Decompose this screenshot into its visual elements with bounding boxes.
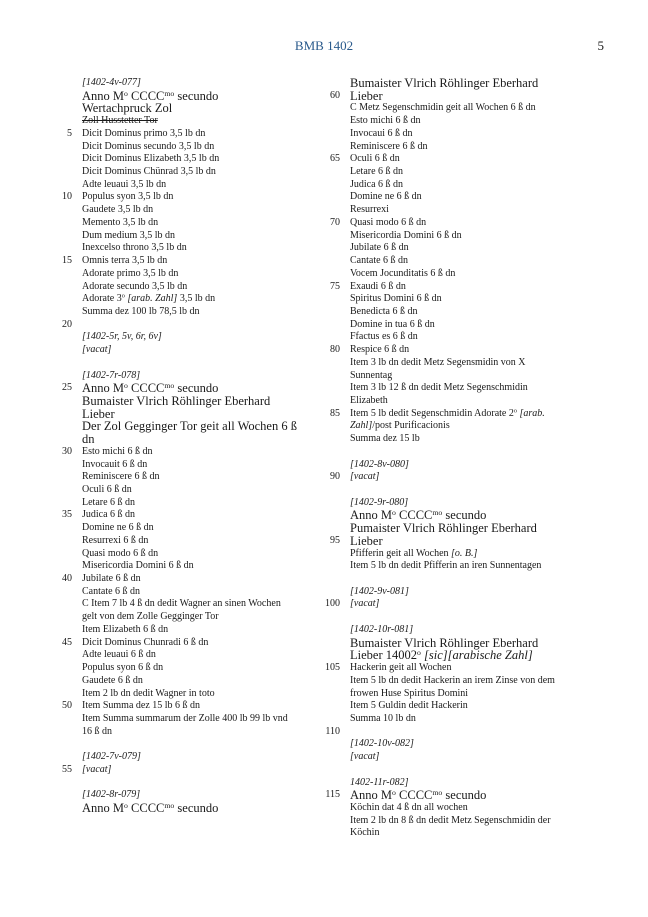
text-line bbox=[50, 573, 297, 586]
text-line bbox=[318, 217, 555, 230]
text-line bbox=[318, 815, 555, 828]
text-line bbox=[318, 675, 555, 688]
line-text: Letare 6 ß dn bbox=[82, 496, 136, 508]
text-line bbox=[318, 459, 555, 472]
text-line bbox=[50, 637, 297, 650]
text-line bbox=[50, 560, 297, 573]
line-text: Dum medium 3,5 lb dn bbox=[82, 229, 176, 241]
line-text: Lieber 14002 bbox=[350, 648, 417, 663]
text-line bbox=[50, 548, 297, 561]
superscript: mo bbox=[164, 381, 175, 390]
line-number: 10 bbox=[62, 191, 72, 203]
text-line bbox=[50, 217, 297, 230]
line-text: Domine ne 6 ß dn bbox=[82, 522, 154, 534]
text-line bbox=[318, 548, 555, 561]
line-number: 40 bbox=[62, 573, 72, 585]
text-line bbox=[50, 459, 297, 472]
line-text: [1402-7v-079] bbox=[82, 751, 141, 763]
line-text: [1402-10r-081] bbox=[350, 623, 414, 635]
text-line bbox=[50, 319, 297, 332]
line-text: Dicit Dominus secundo 3,5 lb dn bbox=[82, 140, 215, 152]
line-text: Anno M bbox=[82, 800, 125, 815]
line-text: Lieber bbox=[350, 88, 383, 103]
line-text: Summa dez 100 lb 78,5 lb dn bbox=[82, 305, 200, 317]
text-line bbox=[50, 446, 297, 459]
line-text: Misericordia Domini 6 ß dn bbox=[82, 560, 194, 572]
line-text: gelt von dem Zolle Gegginger Tor bbox=[82, 611, 219, 623]
text-line bbox=[318, 115, 555, 128]
line-text: Köchin dat 4 ß dn all wochen bbox=[350, 801, 468, 813]
line-text: Lieber bbox=[82, 406, 115, 421]
line-text: Item 2 lb dn dedit Wagner in toto bbox=[82, 687, 215, 699]
text-line bbox=[50, 535, 297, 548]
text-line bbox=[318, 268, 555, 281]
text-line bbox=[50, 433, 297, 446]
text-line bbox=[50, 179, 297, 192]
editorial-note: [sic][arabische Zahl] bbox=[424, 648, 533, 663]
text-line bbox=[50, 700, 297, 713]
text-line bbox=[50, 586, 297, 599]
line-number: 75 bbox=[330, 280, 340, 292]
line-text: Invocaui 6 ß dn bbox=[350, 127, 413, 139]
text-line bbox=[50, 281, 297, 294]
text-line bbox=[318, 370, 555, 383]
line-text: Domine in tua 6 ß dn bbox=[350, 318, 435, 330]
line-text: [1402-8v-080] bbox=[350, 458, 409, 470]
running-title: BMB 1402 bbox=[294, 38, 354, 53]
line-number: 80 bbox=[330, 344, 340, 356]
text-line bbox=[50, 141, 297, 154]
line-text-continued: secundo bbox=[442, 508, 487, 523]
line-text: Zoll Husstetter Tor bbox=[82, 115, 158, 127]
text-line bbox=[318, 420, 555, 433]
text-line bbox=[318, 331, 555, 344]
text-line bbox=[50, 204, 297, 217]
text-line bbox=[318, 90, 555, 103]
text-line bbox=[318, 484, 555, 497]
text-line bbox=[50, 306, 297, 319]
text-line bbox=[50, 598, 297, 611]
superscript: o bbox=[124, 88, 128, 98]
line-text-continued: secundo bbox=[174, 800, 219, 815]
line-text-continued: /post Purificacionis bbox=[372, 420, 450, 432]
line-text: Item 5 lb dn dedit Pfifferin an iren Sunnentagen bbox=[350, 560, 542, 572]
line-text: Ffactus es 6 ß dn bbox=[350, 331, 418, 343]
line-text-continued: secundo bbox=[174, 88, 219, 103]
line-text: Esto michi 6 ß dn bbox=[82, 445, 153, 457]
text-line bbox=[318, 204, 555, 217]
text-line bbox=[50, 649, 297, 662]
text-line bbox=[50, 751, 297, 764]
text-line bbox=[50, 344, 297, 357]
editorial-note: [arab. bbox=[519, 407, 545, 419]
text-line bbox=[318, 726, 555, 739]
line-text: Anno M bbox=[82, 88, 125, 103]
superscript: o bbox=[121, 292, 125, 300]
line-number: 95 bbox=[330, 534, 340, 546]
line-number: 115 bbox=[325, 789, 340, 801]
line-text: Esto michi 6 ß dn bbox=[350, 115, 421, 127]
text-line bbox=[318, 166, 555, 179]
line-text: Inexcelso throno 3,5 lb dn bbox=[82, 242, 187, 254]
line-text: [1402-10v-082] bbox=[350, 738, 414, 750]
line-text: Judica 6 ß dn bbox=[82, 509, 136, 521]
text-line bbox=[318, 319, 555, 332]
line-number: 5 bbox=[67, 127, 72, 139]
line-text: Item Elizabeth 6 ß dn bbox=[82, 623, 169, 635]
text-line bbox=[318, 586, 555, 599]
text-line bbox=[318, 560, 555, 573]
line-text: Reminiscere 6 ß dn bbox=[82, 471, 160, 483]
line-number: 70 bbox=[330, 216, 340, 228]
line-text: Exaudi 6 ß dn bbox=[350, 280, 406, 292]
line-number: 85 bbox=[330, 407, 340, 419]
line-text: Wertachpruck Zol bbox=[82, 101, 173, 116]
line-text: Oculi 6 ß dn bbox=[350, 153, 400, 165]
text-line bbox=[318, 382, 555, 395]
line-number: 20 bbox=[62, 318, 72, 330]
line-text: [1402-9v-081] bbox=[350, 585, 409, 597]
line-text: Memento 3,5 lb dn bbox=[82, 216, 159, 228]
superscript: mo bbox=[432, 788, 443, 797]
line-text: C Metz Segenschmidin geit all Wochen 6 ß dn bbox=[350, 102, 536, 114]
line-text-continued: CCCC bbox=[127, 800, 165, 815]
text-line bbox=[318, 573, 555, 586]
text-line bbox=[318, 255, 555, 268]
text-line bbox=[318, 611, 555, 624]
line-number: 110 bbox=[325, 725, 340, 737]
line-text: Invocauit 6 ß dn bbox=[82, 458, 148, 470]
line-text: [1402-7r-078] bbox=[82, 369, 141, 381]
text-line bbox=[318, 446, 555, 459]
line-text: Bumaister Vlrich Röhlinger Eberhard bbox=[350, 76, 539, 90]
line-text: Judica 6 ß dn bbox=[350, 178, 404, 190]
text-line bbox=[318, 751, 555, 764]
line-text: Item Summa dez 15 lb 6 ß dn bbox=[82, 700, 201, 712]
line-text: Lieber bbox=[350, 533, 383, 548]
line-text-continued: CCCC bbox=[127, 381, 165, 396]
line-text: Item Summa summarum der Zolle 400 lb 99 lb vnd bbox=[82, 712, 288, 724]
text-line bbox=[318, 535, 555, 548]
text-line bbox=[318, 433, 555, 446]
line-text: Anno M bbox=[82, 381, 125, 396]
line-text: Pfifferin geit all Wochen bbox=[350, 547, 452, 559]
line-text-continued: secundo bbox=[442, 788, 487, 803]
line-text: Populus syon 6 ß dn bbox=[82, 662, 164, 674]
line-text: Adorate primo 3,5 lb dn bbox=[82, 267, 179, 279]
text-line bbox=[318, 713, 555, 726]
line-text: Respice 6 ß dn bbox=[350, 344, 410, 356]
line-text: Bumaister Vlrich Röhlinger Eberhard bbox=[82, 393, 271, 408]
page-number: 5 bbox=[597, 38, 604, 53]
line-text: Elizabeth bbox=[350, 394, 388, 406]
line-number: 50 bbox=[62, 700, 72, 712]
text-line bbox=[318, 242, 555, 255]
text-line bbox=[50, 764, 297, 777]
text-line bbox=[318, 662, 555, 675]
line-text: Oculi 6 ß dn bbox=[82, 484, 132, 495]
line-text: Item 5 lb dn dedit Hackerin an irem Zinse von dem bbox=[350, 674, 555, 686]
line-number: 60 bbox=[330, 89, 340, 101]
line-text: Domine ne 6 ß dn bbox=[350, 191, 422, 203]
line-text: Vocem Jocunditatis 6 ß dn bbox=[350, 267, 456, 279]
editorial-note: [o. B.] bbox=[451, 547, 478, 559]
line-text: [vacat] bbox=[350, 751, 380, 763]
text-line bbox=[50, 484, 297, 497]
text-line bbox=[50, 357, 297, 370]
text-line bbox=[50, 153, 297, 166]
text-line bbox=[50, 738, 297, 751]
line-text: Item 3 lb dn dedit Metz Segensmidin von X bbox=[350, 356, 526, 368]
text-line bbox=[50, 293, 297, 306]
text-line bbox=[50, 128, 297, 141]
text-line bbox=[318, 293, 555, 306]
text-line bbox=[50, 675, 297, 688]
line-text: [vacat] bbox=[82, 763, 112, 775]
line-number: 15 bbox=[62, 255, 72, 267]
line-text: dn bbox=[82, 432, 95, 447]
text-line bbox=[318, 128, 555, 141]
text-line bbox=[50, 624, 297, 637]
line-text: Item 2 lb dn 8 ß dn dedit Metz Segenschmidin der bbox=[350, 814, 551, 826]
line-text: Anno M bbox=[350, 788, 393, 803]
line-text: frowen Huse Spiritus Domini bbox=[350, 687, 469, 699]
text-line bbox=[318, 230, 555, 243]
line-text: Adorate secundo 3,5 lb dn bbox=[82, 280, 188, 292]
text-line bbox=[318, 395, 555, 408]
text-line bbox=[318, 153, 555, 166]
line-text: Spiritus Domini 6 ß dn bbox=[350, 293, 442, 305]
text-line bbox=[318, 764, 555, 777]
line-number: 100 bbox=[325, 598, 340, 610]
line-text: C Item 7 lb 4 ß dn dedit Wagner an sinen Wochen bbox=[82, 598, 281, 610]
line-text: Benedicta 6 ß dn bbox=[350, 305, 418, 317]
line-text: Adte leuaui 3,5 lb dn bbox=[82, 178, 167, 190]
text-line bbox=[50, 102, 297, 115]
line-text: Anno M bbox=[350, 508, 393, 523]
text-line bbox=[318, 179, 555, 192]
line-text: Jubilate 6 ß dn bbox=[82, 573, 141, 585]
line-number: 25 bbox=[62, 382, 72, 394]
text-line bbox=[318, 738, 555, 751]
line-text: [1402-4v-077] bbox=[82, 77, 141, 88]
line-text: Gaudete 3,5 lb dn bbox=[82, 204, 154, 216]
superscript: o bbox=[392, 508, 396, 518]
line-text: Item 5 Guldin dedit Hackerin bbox=[350, 700, 468, 712]
line-text: Letare 6 ß dn bbox=[350, 166, 404, 178]
text-line bbox=[50, 191, 297, 204]
line-text: [1402-5r, 5v, 6r, 6v] bbox=[82, 331, 162, 343]
text-line bbox=[50, 471, 297, 484]
text-line bbox=[318, 306, 555, 319]
superscript: o bbox=[417, 648, 421, 658]
line-text: Resurrexi 6 ß dn bbox=[82, 534, 149, 546]
text-line bbox=[318, 802, 555, 815]
line-text: Summa dez 15 lb bbox=[350, 433, 420, 445]
text-line bbox=[50, 688, 297, 701]
line-text: Köchin bbox=[350, 827, 380, 839]
line-text: [vacat] bbox=[350, 598, 380, 610]
line-text: Quasi modo 6 ß dn bbox=[350, 216, 427, 228]
line-text-continued: CCCC bbox=[395, 508, 433, 523]
text-line bbox=[50, 802, 297, 815]
superscript: o bbox=[392, 788, 396, 797]
text-line bbox=[318, 700, 555, 713]
superscript: o bbox=[124, 381, 128, 390]
line-text: Dicit Dominus Chünrad 3,5 lb dn bbox=[82, 166, 216, 178]
superscript: o bbox=[513, 407, 517, 415]
line-text: Der Zol Gegginger Tor geit all Wochen 6 ß bbox=[82, 419, 297, 434]
line-text: Sunnentag bbox=[350, 369, 393, 381]
line-text: Item 3 lb 12 ß dn dedit Metz Segenschmidin bbox=[350, 382, 528, 394]
text-line bbox=[318, 598, 555, 611]
line-text: Pumaister Vlrich Röhlinger Eberhard bbox=[350, 521, 537, 536]
line-text-continued: CCCC bbox=[395, 788, 433, 803]
text-line bbox=[318, 191, 555, 204]
line-text: Dicit Dominus primo 3,5 lb dn bbox=[82, 127, 206, 139]
line-text: Adorate 3 bbox=[82, 293, 122, 305]
text-line bbox=[318, 141, 555, 154]
text-line bbox=[50, 497, 297, 510]
text-line bbox=[50, 662, 297, 675]
text-line bbox=[318, 344, 555, 357]
line-number: 35 bbox=[62, 509, 72, 521]
line-number: 30 bbox=[62, 445, 72, 457]
line-text: Item 5 lb dedit Segenschmidin Adorate 2 bbox=[350, 407, 514, 419]
line-number: 45 bbox=[62, 636, 72, 648]
text-line bbox=[50, 713, 297, 726]
text-line bbox=[50, 331, 297, 344]
line-text: Quasi modo 6 ß dn bbox=[82, 547, 159, 559]
text-line bbox=[50, 611, 297, 624]
text-line bbox=[50, 230, 297, 243]
line-text: [vacat] bbox=[350, 471, 380, 483]
line-text: 1402-11r-082] bbox=[350, 776, 409, 788]
line-text: Cantate 6 ß dn bbox=[82, 585, 141, 597]
line-text: Adte leuaui 6 ß dn bbox=[82, 649, 156, 661]
right-column bbox=[318, 77, 555, 840]
line-text: Bumaister Vlrich Röhlinger Eberhard bbox=[350, 635, 539, 650]
text-line bbox=[50, 166, 297, 179]
text-line bbox=[318, 649, 555, 662]
line-text: Omnis terra 3,5 lb dn bbox=[82, 255, 168, 267]
line-number: 65 bbox=[330, 153, 340, 165]
text-line bbox=[50, 242, 297, 255]
line-text: Summa 10 lb dn bbox=[350, 712, 416, 724]
text-line bbox=[50, 255, 297, 268]
text-line bbox=[318, 281, 555, 294]
line-text-continued: 3,5 lb dn bbox=[177, 293, 216, 305]
line-number: 105 bbox=[325, 662, 340, 674]
line-text-continued: secundo bbox=[174, 381, 219, 396]
line-text: Jubilate 6 ß dn bbox=[350, 242, 409, 254]
line-text: Gaudete 6 ß dn bbox=[82, 674, 143, 686]
superscript: mo bbox=[164, 88, 175, 98]
line-text: 16 ß dn bbox=[82, 725, 112, 737]
superscript: mo bbox=[432, 508, 443, 518]
line-text: [1402-9r-080] bbox=[350, 496, 409, 508]
text-line bbox=[318, 688, 555, 701]
text-line bbox=[318, 102, 555, 115]
line-text: Reminiscere 6 ß dn bbox=[350, 140, 428, 152]
line-number: 55 bbox=[62, 763, 72, 775]
text-line bbox=[318, 827, 555, 840]
text-line bbox=[50, 726, 297, 739]
text-line bbox=[50, 115, 297, 128]
editorial-note: [arab. Zahl] bbox=[127, 293, 178, 305]
line-text: Misericordia Domini 6 ß dn bbox=[350, 229, 462, 241]
superscript: mo bbox=[164, 800, 175, 810]
line-text: Hackerin geit all Wochen bbox=[350, 662, 452, 674]
line-text: [vacat] bbox=[82, 344, 112, 356]
text-line bbox=[50, 268, 297, 281]
line-number: 90 bbox=[330, 471, 340, 483]
line-text: Dicit Dominus Elizabeth 3,5 lb dn bbox=[82, 153, 220, 165]
editorial-note: Zahl] bbox=[350, 420, 373, 432]
line-text-continued: CCCC bbox=[127, 88, 165, 103]
text-line bbox=[318, 789, 555, 802]
line-text: Populus syon 3,5 lb dn bbox=[82, 191, 174, 203]
line-text: [1402-8r-079] bbox=[82, 789, 141, 801]
line-text: Resurrexi bbox=[350, 204, 389, 216]
text-line bbox=[50, 509, 297, 522]
superscript: o bbox=[124, 800, 128, 810]
line-text: Dicit Dominus Chunradi 6 ß dn bbox=[82, 636, 209, 648]
text-line bbox=[50, 777, 297, 790]
line-text: Cantate 6 ß dn bbox=[350, 255, 409, 267]
left-column bbox=[50, 77, 297, 815]
text-line bbox=[318, 357, 555, 370]
text-line bbox=[50, 522, 297, 535]
text-line bbox=[318, 471, 555, 484]
text-line bbox=[318, 408, 555, 421]
